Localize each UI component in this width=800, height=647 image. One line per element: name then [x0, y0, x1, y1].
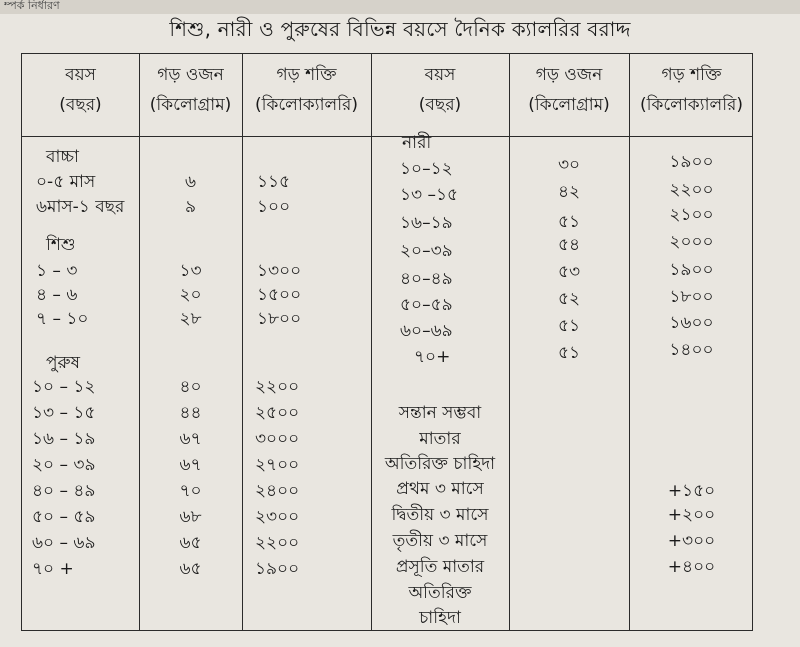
male-weight: ৬৫	[179, 559, 202, 579]
baby-age: ৬মাস-১ বছর	[36, 197, 125, 217]
female-weight: ৪২	[557, 182, 581, 202]
female-energy: ২২০০	[669, 180, 714, 200]
male-energy: ৩০০০	[255, 429, 300, 449]
female-age: ৫০–৫৯	[400, 295, 453, 315]
pregnant-heading: অতিরিক্ত চাহিদা	[384, 454, 496, 474]
female-age: ৬০–৬৯	[400, 321, 453, 341]
baby-energy: ১০০	[257, 197, 291, 217]
pregnant-trimester: দ্বিতীয় ৩ মাসে	[391, 505, 489, 525]
pregnant-trimester: তৃতীয় ৩ মাসে	[392, 531, 488, 551]
child-energy: ১৮০০	[257, 309, 302, 329]
header-age-2-l1: বয়স	[424, 65, 456, 85]
baby-weight: ৬	[184, 172, 197, 192]
male-energy: ১৯০০	[255, 559, 300, 579]
group-label-baby: বাচ্চা	[46, 147, 79, 167]
male-energy: ২৩০০	[255, 507, 300, 527]
male-age: ১০ – ১২	[32, 377, 96, 397]
female-weight: ৫২	[557, 289, 581, 309]
male-weight: ৪৪	[179, 403, 202, 423]
female-weight: ৫১	[557, 212, 581, 232]
header-age	[22, 60, 139, 120]
male-weight: ৬৭	[179, 455, 202, 475]
pregnant-trimester: প্রথম ৩ মাসে	[396, 479, 484, 499]
female-age: ৪০–৪৯	[400, 269, 453, 289]
header-divider	[22, 136, 752, 137]
child-age: ৪ – ৬	[36, 285, 78, 305]
pregnant-energy: +২০০	[667, 505, 716, 525]
male-energy: ২২০০	[255, 533, 300, 553]
male-energy: ২৭০০	[255, 455, 300, 475]
female-age: ১৩ –১৫	[400, 185, 459, 205]
header-energy-l1: গড় শক্তি	[276, 65, 337, 85]
child-age: ১ – ৩	[36, 261, 78, 281]
female-age: ১০–১২	[400, 159, 453, 179]
male-energy: ২২০০	[255, 377, 300, 397]
baby-age: ০-৫ মাস	[36, 172, 96, 192]
male-age: ৫০ – ৫৯	[32, 507, 96, 527]
male-weight: ৬৮	[179, 507, 202, 527]
page-title: শিশু, নারী ও পুরুষের বিভিন্ন বয়সে দৈনিক ক্যালরির বরাদ্দ	[169, 17, 631, 41]
header-energy-2-l2: (কিলোক্যালরি)	[639, 95, 744, 115]
female-energy: ১৯০০	[669, 260, 714, 280]
female-weight: ৩০	[557, 155, 581, 175]
calorie-table	[21, 53, 753, 631]
pregnant-energy: +১৫০	[667, 481, 716, 501]
header-age-2-l2: (বছর)	[418, 95, 462, 115]
pregnant-heading: মাতার	[419, 429, 461, 449]
male-weight: ৭০	[179, 481, 202, 501]
male-age: ২০ – ৩৯	[32, 455, 96, 475]
group-label-child: শিশু	[46, 235, 76, 255]
male-age: ১৩ – ১৫	[32, 403, 96, 423]
header-weight-2-l1: গড় ওজন	[535, 65, 603, 85]
col-divider	[242, 54, 243, 630]
header-weight	[139, 60, 242, 120]
corner-text: ম্পর্ক নির্ধারণ	[4, 0, 60, 12]
lactating-energy: +৪০০	[667, 557, 716, 577]
baby-energy: ১১৫	[257, 172, 291, 192]
header-weight-2-l2: (কিলোগ্রাম)	[528, 95, 610, 115]
header-weight-2	[509, 60, 629, 120]
female-weight: ৫৪	[557, 235, 581, 255]
header-energy	[242, 60, 371, 120]
female-age: ৭০+	[414, 347, 451, 367]
female-energy: ২০০০	[669, 232, 714, 252]
male-weight: ৪০	[179, 377, 202, 397]
lactating-heading: প্রসূতি মাতার	[395, 557, 485, 577]
child-weight: ২০	[179, 285, 202, 305]
female-age: ১৬–১৯	[400, 213, 453, 233]
header-age-l1: বয়স	[65, 65, 96, 85]
lactating-heading: অতিরিক্ত	[408, 583, 472, 603]
child-energy: ১৩০০	[257, 261, 302, 281]
header-energy-l2: (কিলোক্যালরি)	[254, 95, 359, 115]
female-weight: ৫১	[557, 343, 581, 363]
pregnant-heading: সন্তান সম্ভবা	[398, 403, 482, 423]
page-top-strip	[0, 0, 800, 14]
female-energy: ১৬০০	[669, 313, 714, 333]
male-age: ৭০ +	[32, 559, 74, 579]
child-weight: ১৩	[179, 261, 202, 281]
male-age: ১৬ – ১৯	[32, 429, 96, 449]
female-age: ২০–৩৯	[400, 241, 453, 261]
header-energy-2	[629, 60, 754, 120]
group-label-female: নারী	[402, 133, 432, 153]
child-weight: ২৮	[179, 309, 202, 329]
header-weight-l2: (কিলোগ্রাম)	[149, 95, 232, 115]
header-weight-l1: গড় ওজন	[157, 65, 224, 85]
header-age-2	[371, 60, 509, 120]
baby-weight: ৯	[184, 197, 197, 217]
pregnant-energy: +৩০০	[667, 531, 716, 551]
male-weight: ৬৫	[179, 533, 202, 553]
lactating-heading: চাহিদা	[419, 608, 461, 628]
female-energy: ২১০০	[669, 205, 714, 225]
group-label-male: পুরুষ	[46, 353, 80, 373]
female-weight: ৫৩	[557, 262, 581, 282]
male-energy: ২৫০০	[255, 403, 300, 423]
male-energy: ২৪০০	[255, 481, 300, 501]
female-energy: ১৯০০	[669, 152, 714, 172]
female-weight: ৫১	[557, 316, 581, 336]
male-age: ৪০ – ৪৯	[32, 481, 96, 501]
female-energy: ১৮০০	[669, 287, 714, 307]
child-age: ৭ – ১০	[36, 309, 89, 329]
female-energy: ১৪০০	[669, 340, 714, 360]
header-age-l2: (বছর)	[59, 95, 102, 115]
male-age: ৬০ – ৬৯	[32, 533, 96, 553]
child-energy: ১৫০০	[257, 285, 302, 305]
header-energy-2-l1: গড় শক্তি	[661, 65, 722, 85]
male-weight: ৬৭	[179, 429, 202, 449]
